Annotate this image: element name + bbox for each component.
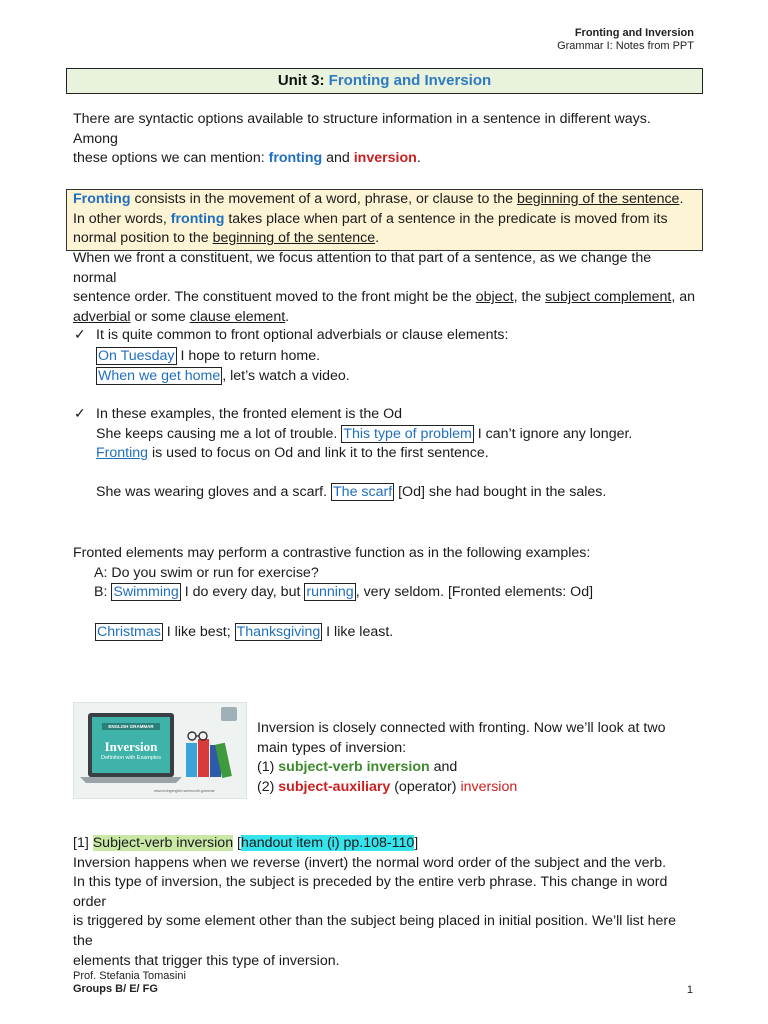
page-number: 1 (686, 984, 693, 996)
intro-period: . (416, 150, 421, 167)
bullet-2-example-3 (96, 483, 632, 503)
operator-text: (operator) (390, 778, 461, 795)
thumbnail-url: www.lovingenglish.wrinmouth.grammar (154, 789, 215, 793)
type-1-end: and (429, 759, 458, 776)
bullet-1 (74, 326, 509, 387)
constituent-text: sentence order. The constituent moved to the front might be the (73, 289, 476, 306)
fronted-element-box: This type of problem (343, 425, 472, 442)
constituent-mid: , the (513, 289, 546, 306)
thumbnail-title: Inversion (104, 739, 158, 754)
bullet-1-text: It is quite common to front optional adverbials or clause elements: (96, 327, 509, 343)
inversion-type-2 (257, 778, 697, 798)
definition-end-1: . (679, 191, 684, 207)
fronted-element-box: The scarf (333, 484, 393, 501)
constituent-line-2 (73, 288, 697, 308)
subject-verb-inversion-term: subject-verb inversion (278, 759, 430, 776)
definition-text-3: normal position to the (73, 230, 213, 247)
section-1-line-4: is triggered by some element other than the subject being placed in initial position. We’ll list here the (73, 913, 677, 949)
fronted-element-box: Swimming (113, 584, 179, 601)
inversion-intro (257, 719, 697, 797)
definition-text-2: In other words, (73, 210, 171, 227)
definition-underline-1: beginning of the sentence (516, 191, 680, 207)
checkmark-icon: ✓ (74, 327, 86, 343)
header-title: Fronting and Inversion (574, 27, 694, 39)
section-1 (73, 834, 697, 971)
inversion-thumbnail-image (73, 702, 247, 799)
fronted-element-box: running (306, 584, 354, 601)
adverbial-term: adverbial (73, 308, 131, 325)
inversion-term: inversion (353, 150, 417, 167)
intro-line-2 (73, 149, 697, 169)
definition-underline-3: beginning of the sentence (212, 230, 376, 247)
intro-and: and (322, 150, 354, 167)
bullet-2-text: In these examples, the fronted element is the Od (96, 406, 402, 422)
dialogue-b-label: B: (94, 584, 112, 601)
type-1-number: (1) (257, 759, 279, 776)
inversion-intro-line-2: main types of inversion: (257, 739, 407, 756)
section-number: [1] (73, 835, 93, 851)
definition-term-2: fronting (170, 210, 225, 227)
unit-prefix: Unit 3: (277, 72, 329, 89)
bullet-2-example-2 (96, 444, 632, 464)
fronted-element-box: Christmas (97, 623, 161, 640)
dialogue-b-end: , very seldom. [Fronted elements: Od] (355, 584, 594, 601)
definition-line-2 (73, 210, 697, 230)
example-rest: I hope to return home. (176, 347, 321, 364)
intro-text: these options we can mention: (73, 150, 269, 167)
example-rest: , let’s watch a video. (222, 368, 350, 385)
bullet-2-example-1 (96, 425, 632, 445)
dialogue-a: A: Do you swim or run for exercise? (94, 564, 319, 581)
fronting-link: Fronting (96, 445, 149, 462)
definition-text (73, 190, 697, 249)
type-2-number: (2) (257, 778, 279, 795)
bullet-1-example-1 (96, 347, 508, 367)
fronted-element-box: When we get home (98, 368, 221, 385)
intro-line-1: There are syntactic options available to structure information in a sentence in different ways. Among (73, 111, 651, 147)
section-1-line-3: In this type of inversion, the subject is preceded by the entire verb phrase. This change in word order (73, 874, 668, 910)
constituent-mid-3: or some (130, 308, 190, 325)
bracket-open: [ (233, 835, 241, 851)
constituent-line-3 (73, 308, 697, 328)
bullet-1-example-2 (96, 367, 508, 387)
intro-paragraph (73, 110, 697, 169)
example-pre: She keeps causing me a lot of trouble. (96, 425, 342, 442)
dialogue-b-mid: I do every day, but (180, 584, 305, 601)
handout-reference-highlight: handout item (i) pp.108-110 (240, 835, 415, 851)
subject-auxiliary-term: subject-auxiliary (278, 778, 391, 795)
dialogue-b (73, 583, 697, 603)
example-rest: is used to focus on Od and link it to the first sentence. (148, 445, 489, 462)
inversion-intro-line-1: Inversion is closely connected with fronting. Now we’ll look at two (257, 720, 666, 736)
christmas-end: I like least. (322, 623, 394, 640)
constituent-end-3: . (285, 308, 290, 325)
clause-element-term: clause element (189, 308, 286, 325)
section-1-line-5: elements that trigger this type of inversion. (73, 952, 340, 969)
fronting-term: fronting (268, 150, 323, 167)
definition-end-2: takes place when part of a sentence in the predicate is moved from its (224, 210, 668, 227)
footer-groups: Groups B/ E/ FG (73, 983, 158, 995)
unit-title: Fronting and Inversion (328, 72, 492, 89)
example-rest: [Od] she had bought in the sales. (394, 484, 607, 501)
subject-complement-term: subject complement (545, 289, 672, 306)
christmas-example (73, 623, 697, 643)
thumbnail-banner: ENGLISH GRAMMAR (108, 724, 154, 729)
footer-author: Prof. Stefania Tomasini (73, 970, 186, 982)
definition-line-1 (73, 190, 697, 210)
checkmark-icon: ✓ (74, 406, 86, 422)
inversion-type-1 (257, 758, 697, 778)
definition-text-1: consists in the movement of a word, phrase, or clause to the (130, 191, 517, 207)
constituent-end: , an (671, 289, 696, 306)
contrastive-paragraph (73, 544, 697, 642)
fronted-element-box: Thanksgiving (236, 623, 321, 640)
fronted-element-box: On Tuesday (98, 347, 175, 364)
definition-end-3: . (375, 230, 380, 247)
definition-line-3 (73, 229, 697, 249)
section-1-heading (73, 834, 697, 854)
object-term: object (475, 289, 514, 306)
bracket-close: ] (414, 835, 419, 851)
constituent-line-1: When we front a constituent, we focus attention to that part of a sentence, as we change the normal (73, 250, 652, 286)
definition-term: Fronting (73, 191, 131, 207)
thumbnail-subtitle: Definition with Examples (101, 755, 161, 761)
unit-title-box (66, 68, 703, 94)
header-subtitle: Grammar I: Notes from PPT (557, 40, 694, 52)
contrastive-intro: Fronted elements may perform a contrastive function as in the following examples: (73, 545, 591, 561)
inversion-red-term: inversion (460, 778, 518, 795)
bullet-2 (74, 405, 633, 503)
section-1-line-2: Inversion happens when we reverse (invert) the normal word order of the subject and the verb. (73, 854, 667, 871)
example-rest: I can’t ignore any longer. (473, 425, 633, 442)
christmas-mid: I like best; (162, 623, 235, 640)
constituent-paragraph (73, 249, 697, 327)
section-title-highlight: Subject-verb inversion (92, 835, 234, 851)
example-pre: She was wearing gloves and a scarf. (96, 484, 332, 501)
